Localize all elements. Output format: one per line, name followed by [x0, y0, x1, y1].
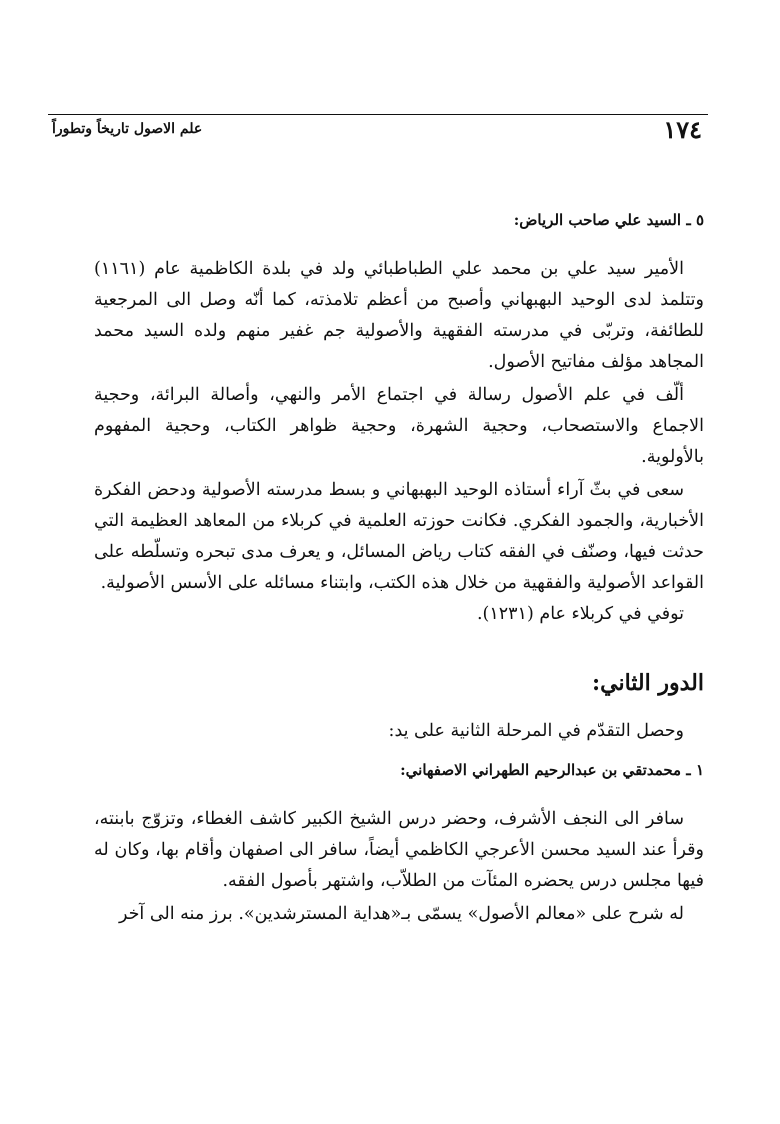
header-rule [48, 114, 708, 115]
paragraph-works: ألّف في علم الأصول رسالة في اجتماع الأمر والنهي، وأصالة البرائة، وحجية الاجماع والاستصحاب، وحجية الشهرة، وحجية ظواهر الكتاب، وحجية المفهوم بالأولوية. [94, 385, 704, 467]
period-heading: الدور الثاني: [591, 670, 704, 696]
page-number: ١٧٤ [663, 115, 702, 144]
paragraph-commentary: له شرح على «معالم الأصول» يسمّى بـ«هداية المسترشدين». برز منه الى آخر [118, 904, 684, 924]
section-heading-sayyid-ali: ٥ ـ السيد علي صاحب الرياض: [513, 211, 704, 229]
paragraph-influence: سعى في بثّ آراء أستاذه الوحيد البهبهاني و بسط مدرسته الأصولية ودحض الفكرة الأخبارية، والجمود الفكري. فكانت حوزته العلمية في كربلاء من المعاهد العظيمة التي حدثت فيها، وصنّف في الفقه كتاب رياض المسائل، و يعرف مدى تبحره وتسلّطه على القواعد الأصولية والفقهية من خلال هذه الكتب، وابتناء مسائله على الأسس الأصولية. [94, 480, 704, 593]
period-intro: وحصل التقدّم في المرحلة الثانية على يد: [388, 721, 684, 741]
paragraph-biography: الأمير سيد علي بن محمد علي الطباطبائي ولد في بلدة الكاظمية عام (١١٦١) وتتلمذ لدى الوحيد البهبهاني وأصبح من أعظم تلامذته، كما أنّه وصل الى المرجعية للطائفة، وتربّى في مدرسته الفقهية والأصولية جم غفير منهم ولده السيد محمد المجاهد مؤلف مفاتيح الأصول. [94, 259, 704, 372]
page-body [94, 208, 704, 930]
page-header [48, 92, 708, 144]
running-title: علم الاصول تاريخاً وتطوراً [52, 121, 203, 137]
section-heading-muhammad-taqi: ١ ـ محمدتقي بن عبدالرحيم الطهراني الاصفهاني: [400, 761, 704, 779]
paragraph-travels: سافر الى النجف الأشرف، وحضر درس الشيخ الكبير كاشف الغطاء، وتزوّج بابنته، وقرأ عند السيد محسن الأعرجي الكاظمي أيضاً، سافر الى اصفهان وأقام بها، وكان له فيها مجلس درس يحضره المئآت من الطلاّب، واشتهر بأصول الفقه. [94, 809, 704, 891]
paragraph-death: توفي في كربلاء عام (١٢٣١). [476, 604, 684, 624]
